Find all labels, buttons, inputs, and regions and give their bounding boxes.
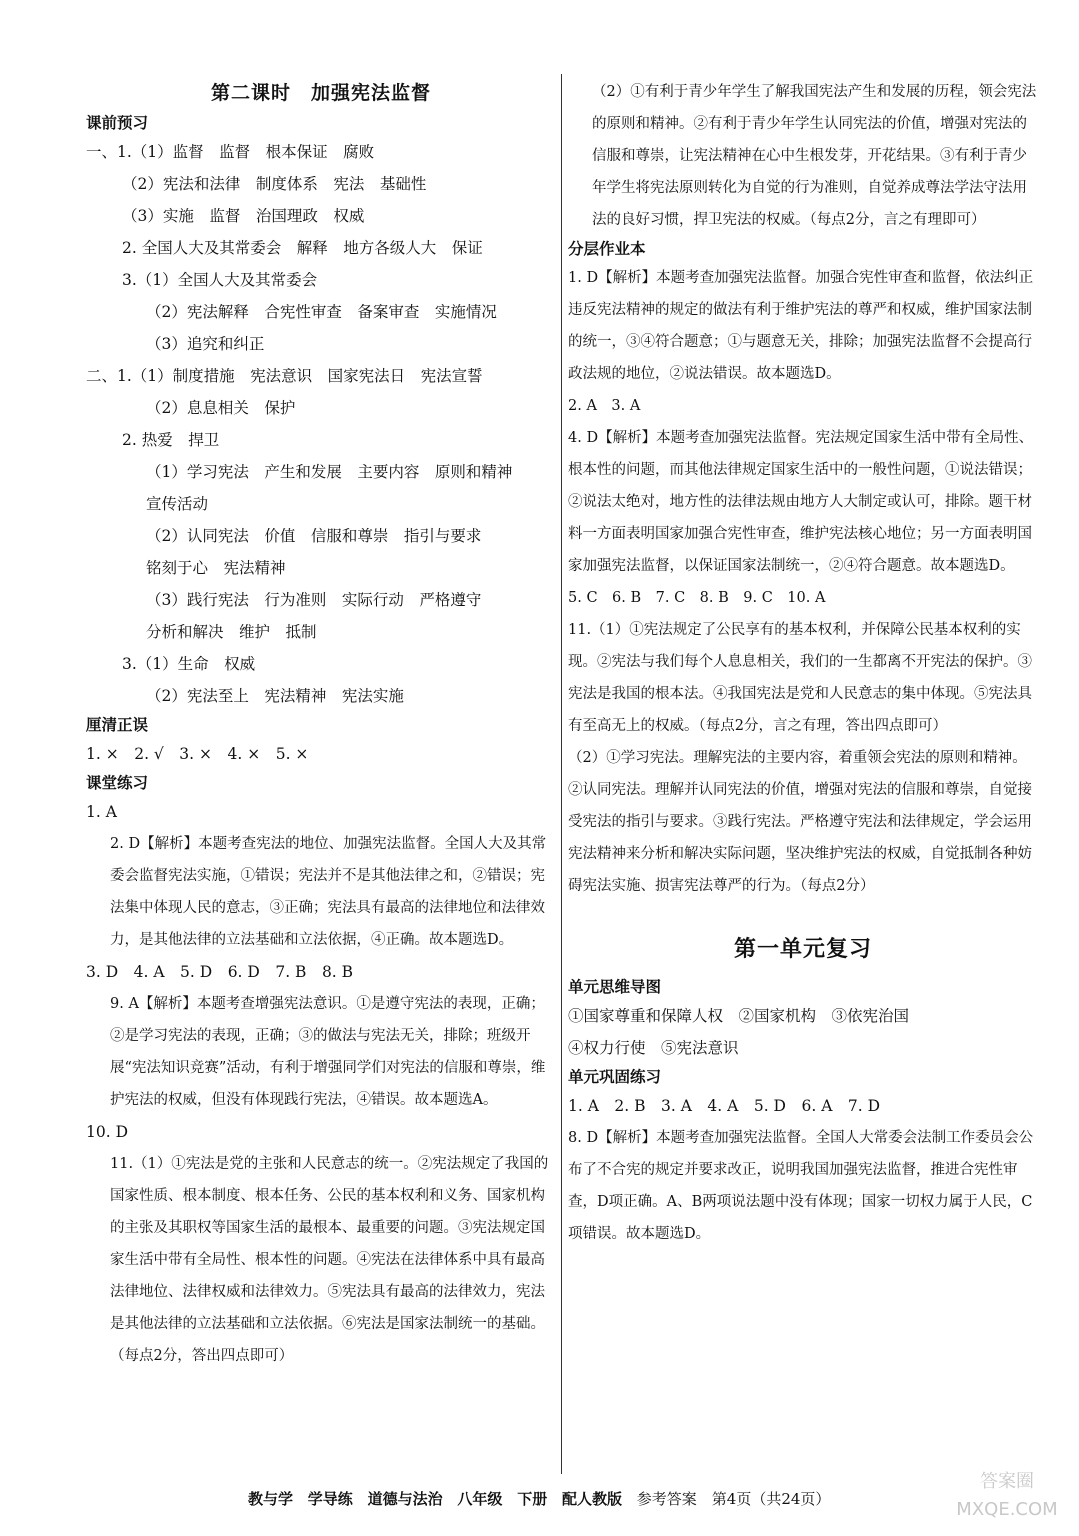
mindmap-line-1: ①国家尊重和保障人权 ②国家机构 ③依宪治国 (568, 1007, 910, 1025)
answer-line: 铭刻于心 宪法精神 (146, 559, 286, 577)
answer-line: 3. D 4. A 5. D 6. D 7. B 8. B (86, 963, 354, 981)
footer-subject: 道德与法治 (367, 1490, 443, 1508)
answer-line: 9. A【解析】本题考查增强宪法意识。①是遵守宪法的表现，正确；②是学习宪法的表现，正确；③的做法与宪法无关，排除；班级开展“宪法知识竞赛”活动，有利于增强同学们对宪法的信服和尊崇，维护宪法的权威，但没有体现践行宪法，④错误。故本题选A。 (110, 996, 546, 1108)
answer-line: （3）追究和纠正 (146, 335, 265, 353)
answer-line: （2）息息相关 保护 (146, 399, 296, 417)
answer-line: （2）认同宪法 价值 信服和尊崇 指引与要求 (146, 527, 482, 545)
lesson-title: 第二课时 加强宪法监督 (210, 82, 431, 104)
answer-item-8: 8. D【解析】本题考查加强宪法监督。全国人大常委会法制工作委员会公布了不合宪的规定并要求改正，说明我国加强宪法监督，推进合宪性审查，D项正确。A、B两项说法题中没有体现；国家一切权力属于人民，C项错误。故本题选D。 (568, 1130, 1034, 1242)
section-heading-mindmap: 单元思维导图 (568, 977, 662, 996)
right-column (568, 76, 1038, 1250)
mindmap-line-2: ④权力行使 ⑤宪法意识 (568, 1039, 739, 1057)
answer-line: （3）实施 监督 治国理政 权威 (122, 207, 365, 225)
answer-line: 2. D【解析】本题考查宪法的地位、加强宪法监督。全国人大及其常委会监督宪法实施，①错误；宪法并不是其他法律之和，②错误；宪法集中体现人民的意志，③正确；宪法具有最高的法律地位和法律效力，是其他法律的立法基础和立法依据，④正确。故本题选D。 (110, 836, 547, 948)
answer-line: （1）学习宪法 产生和发展 主要内容 原则和精神 (146, 463, 513, 481)
judge-answers: 1. × 2. √ 3. × 4. × 5. × (86, 745, 309, 763)
footer-edition: 配人教版 (561, 1490, 622, 1508)
answer-line: 一、1.（1）监督 监督 根本保证 腐败 (86, 143, 375, 161)
footer-grade: 八年级 (457, 1490, 503, 1508)
section-heading-homework: 分层作业本 (568, 239, 646, 258)
classwork-answers (86, 796, 556, 1372)
unit-review-title: 第一单元复习 (733, 936, 872, 962)
answer-line: （3）践行宪法 行为准则 实际行动 严格遵守 (146, 591, 482, 609)
footer-page-info: 参考答案 第4页（共24页） (636, 1490, 831, 1508)
answer-line: 10. D (86, 1123, 129, 1141)
answer-line: 2. 热爱 捍卫 (122, 431, 220, 449)
answer-paragraph: （2）①有利于青少年学生了解我国宪法产生和发展的历程，领会宪法的原则和精神。②有利于青少年学生认同宪法的价值，增强对宪法的信服和尊崇，让宪法精神在心中生根发芽，开花结果。③有利于青少年学生将宪法原则转化为自觉的行为准则，自觉养成尊法学法守法用法的良好习惯，捍卫宪法的权威。（每点2分，言之有理即可） (592, 84, 1037, 228)
answer-line: 1. D【解析】本题考查加强宪法监督。加强合宪性审查和监督，依法纠正违反宪法精神的规定的做法有利于维护宪法的尊严和权威，维护国家法制的统一，③④符合题意；①与题意无关，排除；加强宪法监督不会提高行政法规的地位，②说法错误。故本题选D。 (568, 270, 1034, 382)
answer-line: 1. A (86, 803, 117, 821)
homework-answers (568, 262, 1038, 902)
consolidation-answers: 1. A 2. B 3. A 4. A 5. D 6. A 7. D (568, 1097, 881, 1115)
answer-line: 分析和解决 维护 抵制 (146, 623, 317, 641)
section-heading-preview: 课前预习 (86, 113, 149, 132)
footer-brand-1: 教与学 (248, 1490, 294, 1508)
answer-line: （2）宪法至上 宪法精神 宪法实施 (146, 687, 404, 705)
column-divider (561, 74, 562, 1474)
answer-line: （2）宪法和法律 制度体系 宪法 基础性 (122, 175, 427, 193)
footer-brand-2: 学导练 (307, 1490, 353, 1508)
section-heading-consolidation: 单元巩固练习 (568, 1067, 662, 1086)
answer-line: 2. A 3. A (568, 398, 641, 414)
section-heading-judge: 厘清正误 (86, 715, 149, 734)
answer-line: 11.（1）①宪法规定了公民享有的基本权利，并保障公民基本权利的实现。②宪法与我们每个人息息相关，我们的一生都离不开宪法的保护。③宪法是我国的根本法。④我国宪法是党和人民意志的集中体现。⑤宪法具有至高无上的权威。（每点2分，言之有理，答出四点即可） (568, 622, 1032, 734)
answer-line: （2）①学习宪法。理解宪法的主要内容，着重领会宪法的原则和精神。②认同宪法。理解并认同宪法的价值，增强对宪法的信服和尊崇，自觉接受宪法的指引与要求。③践行宪法。严格遵守宪法和法律规定，学会运用宪法精神来分析和解决实际问题，坚决维护宪法的权威，自觉抵制各种妨碍宪法实施、损害宪法尊严的行为。（每点2分） (568, 750, 1032, 894)
answer-line: 3.（1）生命 权威 (122, 655, 256, 673)
answer-line: 2. 全国人大及其常委会 解释 地方各级人大 保证 (122, 239, 483, 257)
answer-line: 宣传活动 (146, 495, 209, 513)
answer-line: （2）宪法解释 合宪性审查 备案审查 实施情况 (146, 303, 497, 321)
section-heading-classwork: 课堂练习 (86, 773, 149, 792)
footer-volume: 下册 (517, 1490, 548, 1508)
page-footer (248, 1488, 1038, 1509)
answer-line: 3.（1）全国人大及其常委会 (122, 271, 318, 289)
answer-line: 二、1.（1）制度措施 宪法意识 国家宪法日 宪法宣誓 (86, 367, 483, 385)
left-column (86, 76, 556, 1372)
answer-line: 11.（1）①宪法是党的主张和人民意志的统一。②宪法规定了我国的国家性质、根本制度、根本任务、公民的基本权利和义务、国家机构的主张及其职权等国家生活的最根本、最重要的问题。③宪法规定国家生活中带有全局性、根本性的问题。④宪法在法律体系中具有最高法律地位、法律权威和法律效力。⑤宪法具有最高的法律效力，宪法是其他法律的立法基础和立法依据。⑥宪法是国家法制统一的基础。（每点2分，答出四点即可） (110, 1156, 549, 1364)
answer-line: 5. C 6. B 7. C 8. B 9. C 10. A (568, 590, 826, 606)
watermark-logo: 答案圈 MXQE.COM (956, 1471, 1058, 1520)
answer-line: 4. D【解析】本题考查加强宪法监督。宪法规定国家生活中带有全局性、根本性的问题，而其他法律规定国家生活中的一般性问题，①说法错误；②说法太绝对，地方性的法律法规由地方人大制定或认可，排除。题干材料一方面表明国家加强合宪性审查，维护宪法核心地位；另一方面表明国家加强宪法监督，以保证国家法制统一，②④符合题意。故本题选D。 (568, 430, 1034, 574)
preview-answers (86, 136, 556, 712)
